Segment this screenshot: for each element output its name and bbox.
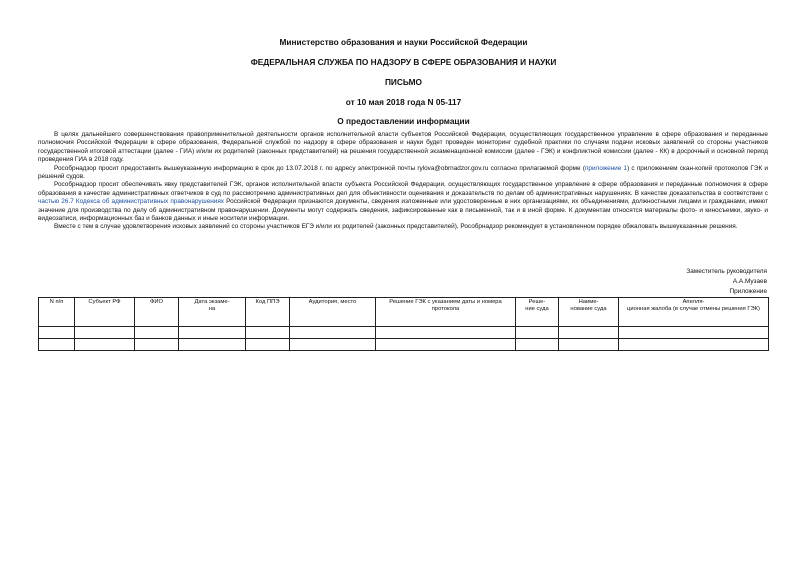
column-header: Код ППЭ: [246, 298, 290, 327]
signatory-name: А.А.Музаев: [732, 278, 767, 285]
koap-article-link[interactable]: частью 26.7 Кодекса об административных правонарушениях: [38, 198, 224, 206]
column-header: Наиме- нование суда: [559, 298, 619, 327]
table-cell: [559, 339, 619, 351]
paragraph-2: [38, 165, 768, 182]
paragraph-3: [38, 181, 768, 223]
table-cell: [516, 327, 559, 339]
table-row: [39, 339, 769, 351]
paragraph-3-text-end: Российской Федерации признаются документы, сведения изложенные или удостоверенные в них организациями, их объединениями, должностными лицами и гражданами, имеют значение для производства по делу об административном правонарушении. Документы могут содержать сведения, зафиксированные как в письменной, так и в иной форме. К документам относятся материалы фото- и киносъемки, звуко- и видеозаписи, информационных баз и банков данных и иные носители информации.: [38, 198, 768, 223]
table-cell: [246, 339, 290, 351]
appendix-label: Приложение: [729, 288, 767, 295]
paragraph-4: Вместе с тем в случае удовлетворения исковых заявлений со стороны участников ЕГЭ и/или их родителей (законных представителей), Рособрнадзор рекомендует в установленном порядке обжаловать вышеуказанные решения.: [54, 223, 738, 231]
table-cell: [39, 339, 75, 351]
table-cell: [376, 327, 516, 339]
column-header: Субъект РФ: [75, 298, 135, 327]
table-cell: [179, 339, 246, 351]
column-header: Решение ГЭК с указанием даты и номера протокола: [376, 298, 516, 327]
table-cell: [246, 327, 290, 339]
document-type: ПИСЬМО: [384, 77, 423, 87]
table-cell: [135, 327, 179, 339]
column-header: Реше- ние суда: [516, 298, 559, 327]
table-cell: [516, 339, 559, 351]
table-cell: [619, 327, 769, 339]
column-header: Дата экзаме- на: [179, 298, 246, 327]
table-cell: [39, 327, 75, 339]
table-cell: [290, 327, 376, 339]
table-cell: [376, 339, 516, 351]
paragraph-2-text-start: Рособрнадзор просит предоставить вышеуказанную информацию в срок до 13.07.2018 г. по адресу электронной почты rylova@obrnadzor.gov.ru согласно прилагаемой форме (: [54, 164, 585, 172]
column-header: ФИО: [135, 298, 179, 327]
column-header: Апелля- ционная жалоба (в случае отмены решения ГЭК): [619, 298, 769, 327]
signatory-position: Заместитель руководителя: [686, 268, 767, 275]
table-header-row: [39, 298, 769, 327]
table-cell: [619, 339, 769, 351]
table-cell: [290, 339, 376, 351]
table-cell: [75, 339, 135, 351]
appendix-1-link[interactable]: приложение 1: [584, 164, 628, 172]
letter-body: [38, 131, 768, 232]
ministry-name: Министерство образования и науки Российской Федерации: [279, 37, 528, 47]
table-row: [39, 327, 769, 339]
document-subject: О предоставлении информации: [337, 116, 470, 126]
service-name: ФЕДЕРАЛЬНАЯ СЛУЖБА ПО НАДЗОРУ В СФЕРЕ ОБРАЗОВАНИЯ И НАУКИ: [250, 57, 557, 67]
table-cell: [75, 327, 135, 339]
column-header: Аудитория, место: [290, 298, 376, 327]
table-cell: [179, 327, 246, 339]
table-cell: [559, 327, 619, 339]
paragraph-3-text-start: Рособрнадзор просит обеспечивать явку представителей ГЭК, органов исполнительной власти субъекта Российской Федерации, осуществляющих государственное управление в сфере образования и переданные полномочия в сфере образования в качестве административных ответчиков в суд по рассмотрению административных дел для объективности оценивания и доказательств по делам об административных нарушениях. В качестве доказательства в соответствии с: [38, 181, 768, 197]
column-header: N п/п: [39, 298, 75, 327]
paragraph-2-text-end: ) с приложением скан-копий протоколов ГЭК и решений судов.: [38, 164, 768, 181]
document-date-number: от 10 мая 2018 года N 05-117: [345, 97, 462, 107]
table-cell: [135, 339, 179, 351]
paragraph-1: В целях дальнейшего совершенствования правоприменительной деятельности органов исполнительной власти субъектов Российской Федерации, осуществляющих государственное управление в сфере образования и переданные полномочия Российской Федерации в сфере образования, Федеральной службой по надзору в сфере образования и науки будет проведен мониторинг судебной практики по случаям подачи исковых заявлений со стороны участников государственной итоговой аттестации (далее - ГИА) и/или их родителей (законных представителей) на решения государственной экзаменационной комиссии (далее - ГЭК) и конфликтной комиссии (далее - КК) в досрочный и основной период проведения ГИА в 2018 году.: [38, 131, 768, 164]
monitoring-form-table: [38, 297, 769, 351]
